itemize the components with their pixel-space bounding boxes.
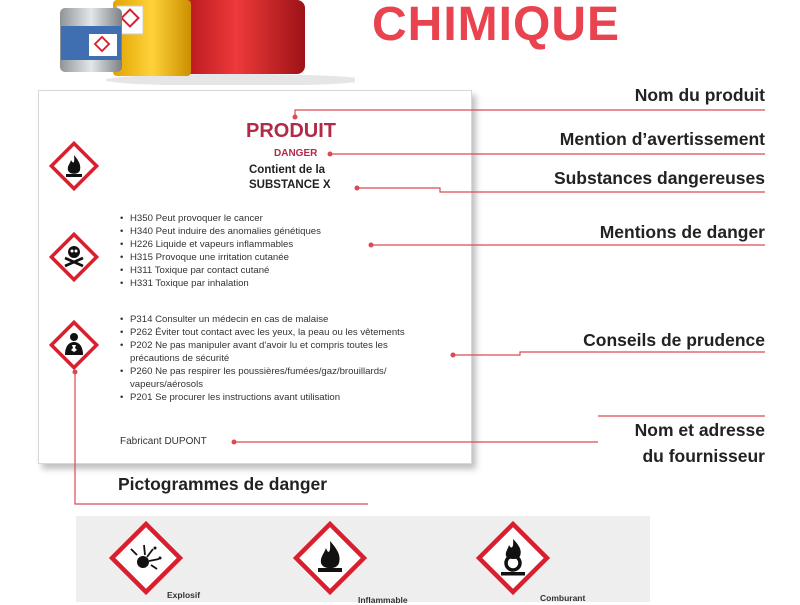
- hazard-statement: • H315 Provoque une irritation cutanée: [118, 251, 321, 264]
- hazard-statement: • H340 Peut induire des anomalies génétiques: [118, 225, 321, 238]
- precautionary-text-cont: précautions de sécurité: [130, 353, 230, 364]
- connector-product: [295, 110, 765, 117]
- precautionary-text-cont: vapeurs/aérosols: [130, 379, 204, 390]
- callout-product-name: Nom du produit: [634, 85, 765, 105]
- hazard-statement: • H311 Toxique par contact cutané: [118, 264, 321, 277]
- hazard-statement: • H226 Liquide et vapeurs inflammables: [118, 238, 321, 251]
- callout-supplier-line-1: Nom et adresse: [634, 420, 765, 440]
- product-name: PRODUIT: [246, 120, 336, 142]
- callout-pictograms: Pictogrammes de danger: [118, 474, 328, 494]
- precautionary-text: P201 Se procurer les instructions avant utilisation: [130, 392, 341, 403]
- precautionary-text: P262 Éviter tout contact avec les yeux, la peau ou les vêtements: [130, 327, 405, 338]
- signal-word: DANGER: [274, 148, 318, 159]
- precautionary-text: P260 Ne pas respirer les poussières/fumées/gaz/brouillards/: [130, 366, 387, 377]
- flame-pictogram-icon: [291, 519, 369, 597]
- pictogram-label-explosif: Explosif: [167, 590, 201, 600]
- connector-precautionary: [453, 352, 765, 355]
- callout-supplier-line-2: du fournisseur: [642, 446, 765, 466]
- pictogram-label-inflammable: Inflammable: [358, 595, 408, 605]
- exploding-bomb-pictogram-icon: [107, 519, 185, 597]
- manufacturer-text: Fabricant DUPONT: [120, 436, 207, 447]
- pictogram-label-comburant: Comburant: [540, 593, 586, 603]
- precautionary-text: P314 Consulter un médecin en cas de malaise: [130, 314, 329, 325]
- page-title: CHIMIQUE: [372, 0, 620, 51]
- substance-line-2: SUBSTANCE X: [249, 179, 331, 191]
- hazard-statement: • H331 Toxique par inhalation: [118, 277, 321, 290]
- connector-substance: [357, 188, 765, 192]
- precautionary-text: P202 Ne pas manipuler avant d'avoir lu et compris toutes les: [130, 340, 388, 351]
- hazard-statement: • H350 Peut provoquer le cancer: [118, 212, 321, 225]
- callout-hazard-statements: Mentions de danger: [599, 222, 765, 242]
- connector-pictograms: [75, 372, 368, 504]
- substance-line-1: Contient de la: [249, 164, 326, 176]
- callout-precautionary: Conseils de prudence: [583, 330, 765, 350]
- flame-over-circle-pictogram-icon: [474, 519, 552, 597]
- callout-signal-word: Mention d’avertissement: [559, 129, 765, 149]
- callout-substances: Substances dangereuses: [553, 168, 765, 188]
